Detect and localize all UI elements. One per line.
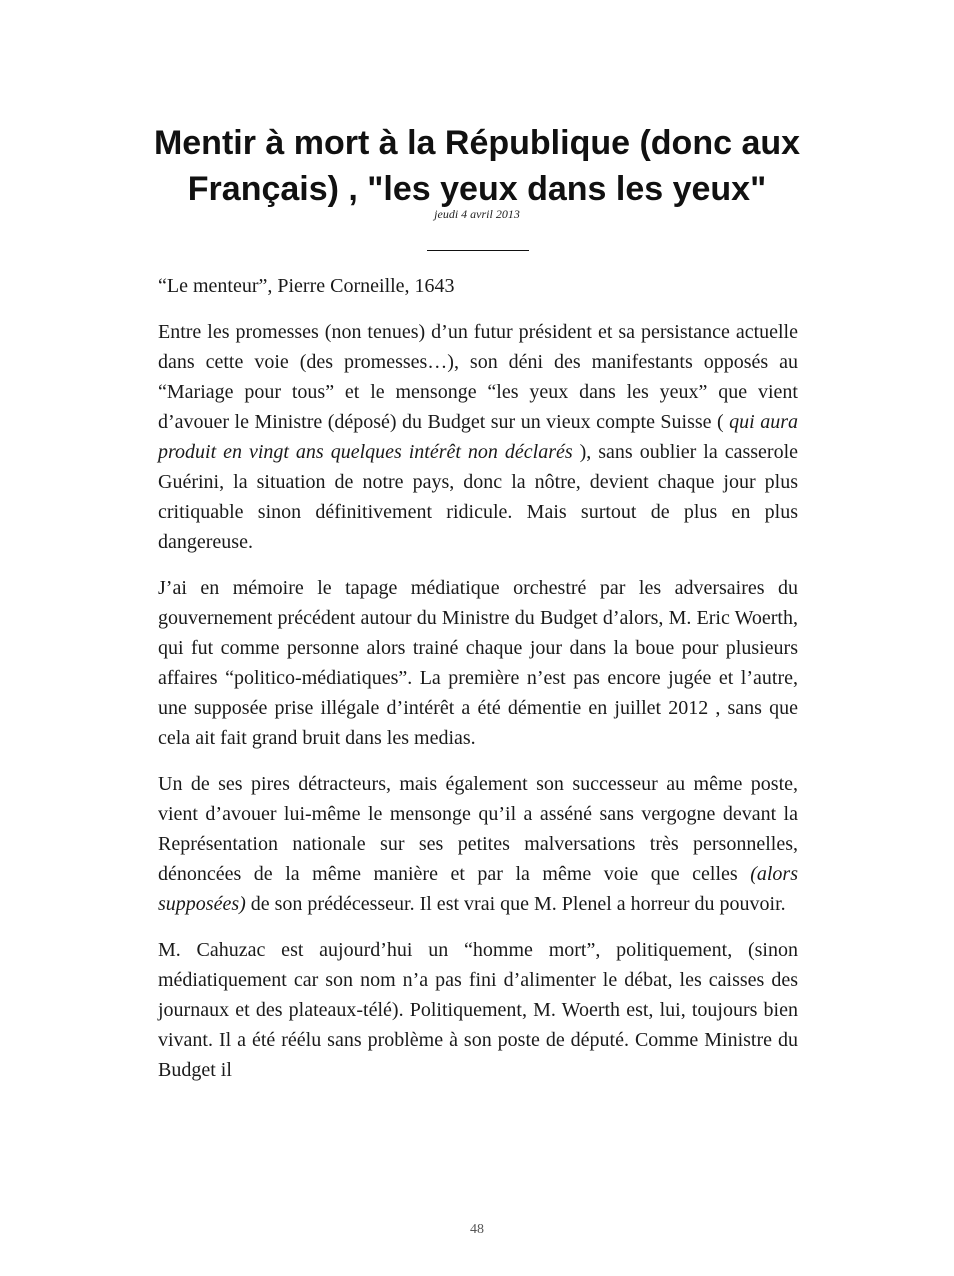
paragraph-3-text-a: Un de ses pires détracteurs, mais également son successeur au même poste, vient d’avouer lui-même le mensonge qu’il a asséné sans vergogne devant la Représentation nationale sur ses petites malversations très personnelles, dénoncées de la même manière et par la même voie que celles	[158, 773, 798, 885]
article-date: jeudi 4 avril 2013	[434, 207, 520, 221]
paragraph-1-text-b: ), sans oublier la casserole Guérini, la situation de notre pays, donc la nôtre, devient chaque jour plus critiquable sinon définitivement ridicule. Mais surtout de plus en plus dangereuse.	[158, 441, 799, 553]
epigraph: “Le menteur”, Pierre Corneille, 1643	[158, 275, 455, 297]
paragraph-3-emphasis: (alors supposées)	[158, 863, 798, 915]
title-divider	[427, 250, 529, 251]
article-body	[158, 271, 798, 1101]
paragraph-1-emphasis: qui aura produit en vingt ans quelques intérêt non déclarés	[158, 411, 798, 463]
paragraph-4: M. Cahuzac est aujourd’hui un “homme mort”, politiquement, (sinon médiatiquement car son nom n’a pas fini d’alimenter le débat, les caisses des journaux et des plateaux-télé). Politiquement, M. Woerth est, lui, toujours bien vivant. Il a été réélu sans problème à son poste de député. Comme Ministre du Budget il	[158, 939, 798, 1081]
page-number: 48	[470, 1222, 484, 1237]
paragraph-1-text-a: Entre les promesses (non tenues) d’un futur président et sa persistance actuelle dans cette voie (des promesses…), son déni des manifestants opposés au “Mariage pour tous” et le mensonge “les yeux dans les yeux” que vient d’avouer le Ministre (déposé) du Budget sur un vieux compte Suisse (	[158, 321, 798, 433]
paragraph-2: J’ai en mémoire le tapage médiatique orchestré par les adversaires du gouvernement précédent autour du Ministre du Budget d’alors, M. Eric Woerth, qui fut comme personne alors trainé chaque jour dans la boue pour plusieurs affaires “politico-médiatiques”. La première n’est pas encore jugée et l’autre, une supposée prise illégale d’intérêt a été démentie en juillet 2012 , sans que cela ait fait grand bruit dans les medias.	[158, 577, 798, 749]
paragraph-3-text-b: de son prédécesseur. Il est vrai que M. Plenel a horreur du pouvoir.	[245, 893, 786, 915]
article-title: Mentir à mort à la République (donc aux Français) , "les yeux dans les yeux"	[153, 124, 801, 208]
paragraph-1	[158, 317, 798, 557]
paragraph-3	[158, 769, 798, 919]
